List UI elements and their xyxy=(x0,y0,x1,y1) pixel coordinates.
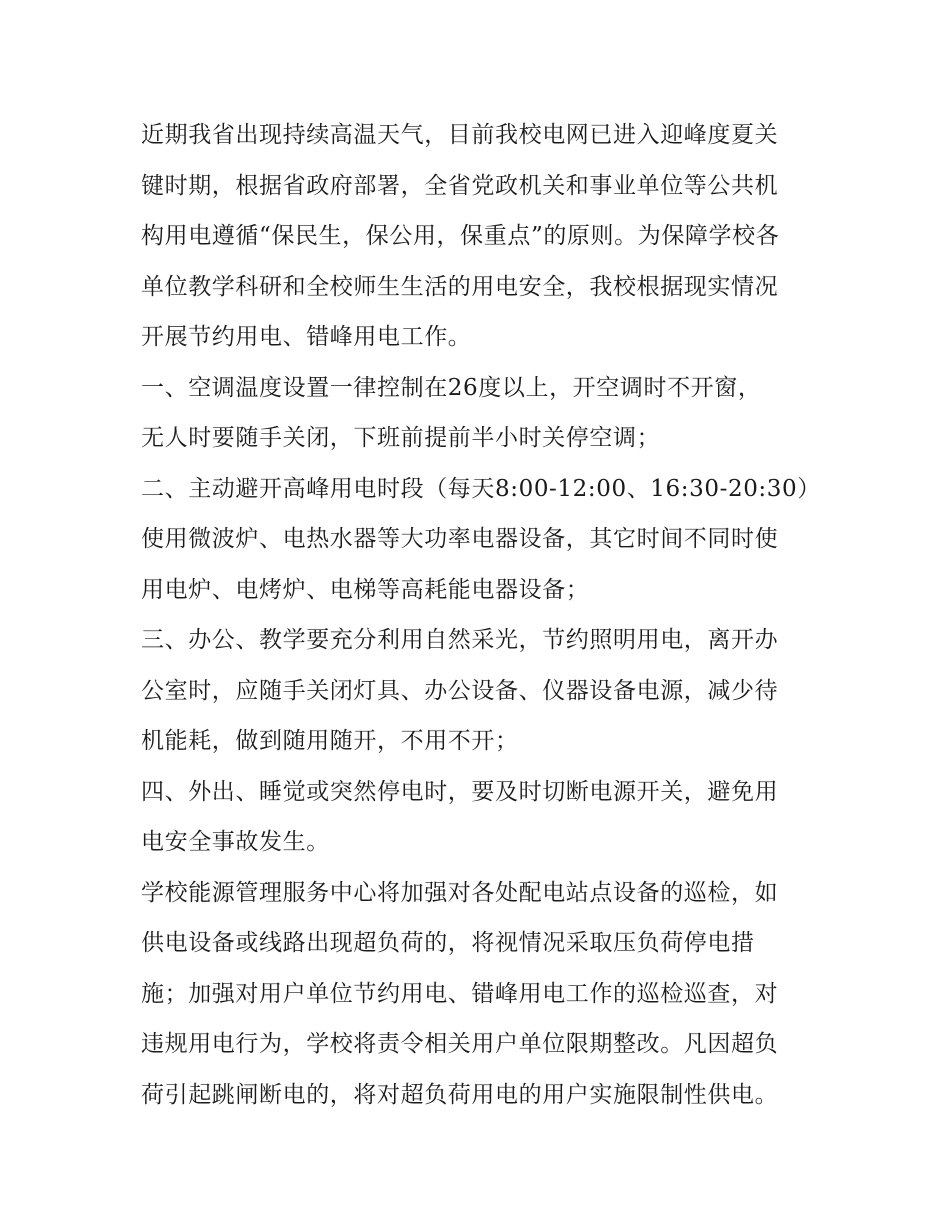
text-line: 荷引起跳闸断电的，将对超负荷用电的用户实施限制性供电。 xyxy=(141,1081,779,1108)
text-line: 四、外出、睡觉或突然停电时，要及时切断电源开关，避免用 xyxy=(141,778,779,805)
text-line: 一、空调温度设置一律控制在26度以上，开空调时不开窗， xyxy=(141,374,762,401)
text-line: 二、主动避开高峰用电时段（每天8:00-12:00、16:30-20:30） xyxy=(141,475,821,502)
text-line: 电安全事故发生。 xyxy=(141,829,330,855)
text-line: 三、办公、教学要充分利用自然采光，节约照明用电，离开办 xyxy=(141,627,779,653)
text-line: 用电炉、电烤炉、电梯等高耗能电器设备； xyxy=(141,576,590,603)
text-line: 单位教学科研和全校师生生活的用电安全，我校根据现实情况 xyxy=(141,273,779,300)
text-line: 使用微波炉、电热水器等大功率电器设备，其它时间不同时使 xyxy=(141,526,779,552)
text-line: 供电设备或线路出现超负荷的，将视情况采取压负荷停电措 xyxy=(141,930,755,956)
text-line: 施；加强对用户单位节约用电、错峰用电工作的巡检巡查，对 xyxy=(141,980,779,1007)
text-line: 键时期，根据省政府部署，全省党政机关和事业单位等公共机 xyxy=(141,172,779,199)
text-line: 近期我省出现持续高温天气，目前我校电网已进入迎峰度夏关 xyxy=(141,122,779,148)
text-line: 公室时，应随手关闭灯具、办公设备、仪器设备电源，减少待 xyxy=(141,677,779,704)
text-line: 开展节约用电、错峰用电工作。 xyxy=(141,324,472,350)
text-line: 构用电遵循“保民生，保公用，保重点”的原则。为保障学校各 xyxy=(141,223,780,249)
text-line: 违规用电行为，学校将责令相关用户单位限期整改。凡因超负 xyxy=(141,1031,779,1057)
text-line: 无人时要随手关闭，下班前提前半小时关停空调； xyxy=(141,425,661,451)
document-body xyxy=(141,110,821,1120)
text-line: 学校能源管理服务中心将加强对各处配电站点设备的巡检，如 xyxy=(141,879,779,906)
text-line: 机能耗，做到随用随开，不用不开； xyxy=(141,728,519,754)
